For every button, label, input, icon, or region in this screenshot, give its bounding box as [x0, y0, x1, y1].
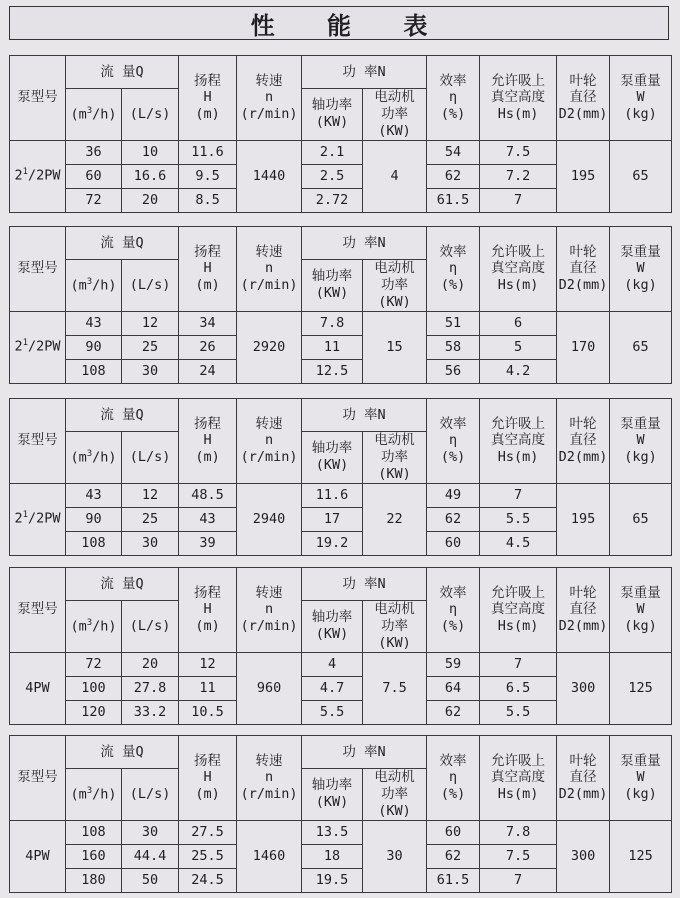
- impeller-header: 叶轮 直径 D2(mm): [557, 736, 610, 821]
- head: 48.5: [179, 483, 237, 507]
- shaft-power: 19.5: [302, 868, 363, 892]
- flow-m3h-header: $(m^3/h)$: [66, 769, 122, 821]
- head: 43: [179, 507, 237, 531]
- flow-m3h-header: $(m^3/h)$: [66, 89, 122, 141]
- head: 9.5: [179, 164, 237, 188]
- flow-header: 流 量Q: [66, 227, 179, 260]
- shaft-power-header: 轴功率 (KW): [302, 769, 363, 821]
- efficiency: 60: [427, 531, 480, 555]
- pump-model: $2^1/2PW$: [10, 311, 66, 383]
- pump-model: $2^1/2PW$: [10, 483, 66, 555]
- head-header: 扬程 H (m): [179, 399, 237, 484]
- flow-m3h: 90: [66, 507, 122, 531]
- suction-height: 5.5: [480, 507, 557, 531]
- efficiency: 62: [427, 844, 480, 868]
- efficiency: 59: [427, 652, 480, 676]
- head: 11: [179, 676, 237, 700]
- flow-m3h-header: $(m^3/h)$: [66, 260, 122, 312]
- speed-header: 转速 n (r/min): [237, 399, 302, 484]
- flow-m3h: 108: [66, 531, 122, 555]
- shaft-power: 7.8: [302, 311, 363, 335]
- flow-m3h-header: $(m^3/h)$: [66, 601, 122, 653]
- shaft-power: 19.2: [302, 531, 363, 555]
- flow-m3h: 72: [66, 188, 122, 212]
- flow-ls: 12: [122, 483, 179, 507]
- head: 24.5: [179, 868, 237, 892]
- efficiency-header: 效率 η (%): [427, 736, 480, 821]
- efficiency: 61.5: [427, 868, 480, 892]
- flow-header: 流 量Q: [66, 736, 179, 769]
- shaft-power: 11: [302, 335, 363, 359]
- head: 10.5: [179, 700, 237, 724]
- shaft-power: 2.1: [302, 140, 363, 164]
- head: 8.5: [179, 188, 237, 212]
- motor-power-header: 电动机 功率 (KW): [363, 89, 427, 141]
- suction-header: 允许吸上 真空高度 Hs(m): [480, 227, 557, 312]
- shaft-power: 4: [302, 652, 363, 676]
- flow-ls: 10: [122, 140, 179, 164]
- shaft-power-header: 轴功率 (KW): [302, 260, 363, 312]
- flow-ls-header: (L/s): [122, 260, 179, 312]
- power-header: 功 率N: [302, 56, 427, 89]
- speed: 1460: [237, 820, 302, 892]
- shaft-power: 13.5: [302, 820, 363, 844]
- efficiency-header: 效率 η (%): [427, 568, 480, 653]
- suction-header: 允许吸上 真空高度 Hs(m): [480, 568, 557, 653]
- motor-power: 30: [363, 820, 427, 892]
- shaft-power: 2.5: [302, 164, 363, 188]
- speed-header: 转速 n (r/min): [237, 736, 302, 821]
- flow-ls: 30: [122, 359, 179, 383]
- motor-power: 7.5: [363, 652, 427, 724]
- flow-m3h-header: $(m^3/h)$: [66, 432, 122, 484]
- speed: 960: [237, 652, 302, 724]
- suction-height: 5.5: [480, 700, 557, 724]
- pump-weight: 125: [610, 652, 672, 724]
- efficiency-header: 效率 η (%): [427, 56, 480, 141]
- head: 34: [179, 311, 237, 335]
- flow-m3h: 60: [66, 164, 122, 188]
- flow-ls: 20: [122, 188, 179, 212]
- suction-height: 7: [480, 483, 557, 507]
- flow-ls: 33.2: [122, 700, 179, 724]
- pump-weight: 65: [610, 483, 672, 555]
- flow-header: 流 量Q: [66, 399, 179, 432]
- flow-m3h: 43: [66, 311, 122, 335]
- flow-m3h: 160: [66, 844, 122, 868]
- flow-ls: 16.6: [122, 164, 179, 188]
- pump-model-header: 泵型号: [10, 399, 66, 484]
- impeller-diameter: 300: [557, 820, 610, 892]
- efficiency-header: 效率 η (%): [427, 227, 480, 312]
- shaft-power: 12.5: [302, 359, 363, 383]
- suction-height: 6.5: [480, 676, 557, 700]
- weight-header: 泵重量 W (kg): [610, 736, 672, 821]
- pump-model: 4PW: [10, 820, 66, 892]
- speed: 2940: [237, 483, 302, 555]
- weight-header: 泵重量 W (kg): [610, 399, 672, 484]
- performance-table-5: [9, 735, 672, 893]
- weight-header: 泵重量 W (kg): [610, 568, 672, 653]
- shaft-power-header: 轴功率 (KW): [302, 89, 363, 141]
- impeller-header: 叶轮 直径 D2(mm): [557, 227, 610, 312]
- flow-m3h: 36: [66, 140, 122, 164]
- pump-weight: 125: [610, 820, 672, 892]
- flow-ls-header: (L/s): [122, 432, 179, 484]
- shaft-power-header: 轴功率 (KW): [302, 601, 363, 653]
- head-header: 扬程 H (m): [179, 56, 237, 141]
- flow-ls: 30: [122, 820, 179, 844]
- speed-header: 转速 n (r/min): [237, 56, 302, 141]
- pump-model-header: 泵型号: [10, 227, 66, 312]
- flow-m3h: 90: [66, 335, 122, 359]
- flow-header: 流 量Q: [66, 56, 179, 89]
- head: 25.5: [179, 844, 237, 868]
- suction-header: 允许吸上 真空高度 Hs(m): [480, 736, 557, 821]
- power-header: 功 率N: [302, 227, 427, 260]
- suction-height: 7.2: [480, 164, 557, 188]
- efficiency: 51: [427, 311, 480, 335]
- flow-m3h: 120: [66, 700, 122, 724]
- efficiency: 60: [427, 820, 480, 844]
- head: 12: [179, 652, 237, 676]
- suction-header: 允许吸上 真空高度 Hs(m): [480, 399, 557, 484]
- motor-power: 15: [363, 311, 427, 383]
- shaft-power: 17: [302, 507, 363, 531]
- impeller-diameter: 195: [557, 140, 610, 212]
- flow-ls-header: (L/s): [122, 769, 179, 821]
- weight-header: 泵重量 W (kg): [610, 227, 672, 312]
- suction-height: 6: [480, 311, 557, 335]
- motor-power-header: 电动机 功率 (KW): [363, 432, 427, 484]
- head-header: 扬程 H (m): [179, 227, 237, 312]
- flow-ls: 20: [122, 652, 179, 676]
- shaft-power: 18: [302, 844, 363, 868]
- flow-ls: 25: [122, 507, 179, 531]
- page-title: 性 能 表: [250, 11, 450, 40]
- performance-table-4: [9, 567, 672, 725]
- head: 26: [179, 335, 237, 359]
- impeller-diameter: 170: [557, 311, 610, 383]
- suction-height: 7: [480, 188, 557, 212]
- impeller-header: 叶轮 直径 D2(mm): [557, 399, 610, 484]
- suction-height: 4.5: [480, 531, 557, 555]
- performance-table-3: [9, 398, 672, 556]
- flow-ls-header: (L/s): [122, 601, 179, 653]
- suction-height: 4.2: [480, 359, 557, 383]
- pump-model-header: 泵型号: [10, 736, 66, 821]
- efficiency: 54: [427, 140, 480, 164]
- motor-power-header: 电动机 功率 (KW): [363, 260, 427, 312]
- pump-model: 4PW: [10, 652, 66, 724]
- head: 11.6: [179, 140, 237, 164]
- efficiency: 64: [427, 676, 480, 700]
- flow-m3h: 72: [66, 652, 122, 676]
- shaft-power: 11.6: [302, 483, 363, 507]
- flow-ls: 44.4: [122, 844, 179, 868]
- speed-header: 转速 n (r/min): [237, 568, 302, 653]
- pump-model-header: 泵型号: [10, 568, 66, 653]
- suction-height: 7: [480, 652, 557, 676]
- shaft-power-header: 轴功率 (KW): [302, 432, 363, 484]
- performance-table-1: [9, 55, 672, 213]
- weight-header: 泵重量 W (kg): [610, 56, 672, 141]
- impeller-header: 叶轮 直径 D2(mm): [557, 568, 610, 653]
- suction-height: 7.5: [480, 140, 557, 164]
- shaft-power: 4.7: [302, 676, 363, 700]
- motor-power: 22: [363, 483, 427, 555]
- head: 24: [179, 359, 237, 383]
- suction-height: 5: [480, 335, 557, 359]
- flow-ls: 25: [122, 335, 179, 359]
- flow-m3h: 108: [66, 820, 122, 844]
- pump-weight: 65: [610, 311, 672, 383]
- flow-m3h: 108: [66, 359, 122, 383]
- speed: 2920: [237, 311, 302, 383]
- shaft-power: 2.72: [302, 188, 363, 212]
- flow-m3h: 180: [66, 868, 122, 892]
- power-header: 功 率N: [302, 399, 427, 432]
- suction-height: 7.5: [480, 844, 557, 868]
- efficiency: 62: [427, 164, 480, 188]
- power-header: 功 率N: [302, 736, 427, 769]
- flow-m3h: 43: [66, 483, 122, 507]
- suction-height: 7.8: [480, 820, 557, 844]
- speed: 1440: [237, 140, 302, 212]
- head: 27.5: [179, 820, 237, 844]
- flow-ls: 27.8: [122, 676, 179, 700]
- efficiency: 58: [427, 335, 480, 359]
- page-title-box: [9, 6, 669, 40]
- impeller-diameter: 195: [557, 483, 610, 555]
- efficiency: 49: [427, 483, 480, 507]
- pump-model: $2^1/2PW$: [10, 140, 66, 212]
- performance-table-2: [9, 226, 672, 384]
- head-header: 扬程 H (m): [179, 568, 237, 653]
- efficiency: 61.5: [427, 188, 480, 212]
- efficiency: 62: [427, 507, 480, 531]
- power-header: 功 率N: [302, 568, 427, 601]
- motor-power-header: 电动机 功率 (KW): [363, 601, 427, 653]
- speed-header: 转速 n (r/min): [237, 227, 302, 312]
- flow-header: 流 量Q: [66, 568, 179, 601]
- impeller-diameter: 300: [557, 652, 610, 724]
- efficiency: 62: [427, 700, 480, 724]
- flow-ls: 30: [122, 531, 179, 555]
- flow-ls: 12: [122, 311, 179, 335]
- efficiency-header: 效率 η (%): [427, 399, 480, 484]
- motor-power-header: 电动机 功率 (KW): [363, 769, 427, 821]
- motor-power: 4: [363, 140, 427, 212]
- suction-header: 允许吸上 真空高度 Hs(m): [480, 56, 557, 141]
- pump-weight: 65: [610, 140, 672, 212]
- pump-model-header: 泵型号: [10, 56, 66, 141]
- efficiency: 56: [427, 359, 480, 383]
- head-header: 扬程 H (m): [179, 736, 237, 821]
- flow-m3h: 100: [66, 676, 122, 700]
- suction-height: 7: [480, 868, 557, 892]
- flow-ls: 50: [122, 868, 179, 892]
- flow-ls-header: (L/s): [122, 89, 179, 141]
- shaft-power: 5.5: [302, 700, 363, 724]
- head: 39: [179, 531, 237, 555]
- impeller-header: 叶轮 直径 D2(mm): [557, 56, 610, 141]
